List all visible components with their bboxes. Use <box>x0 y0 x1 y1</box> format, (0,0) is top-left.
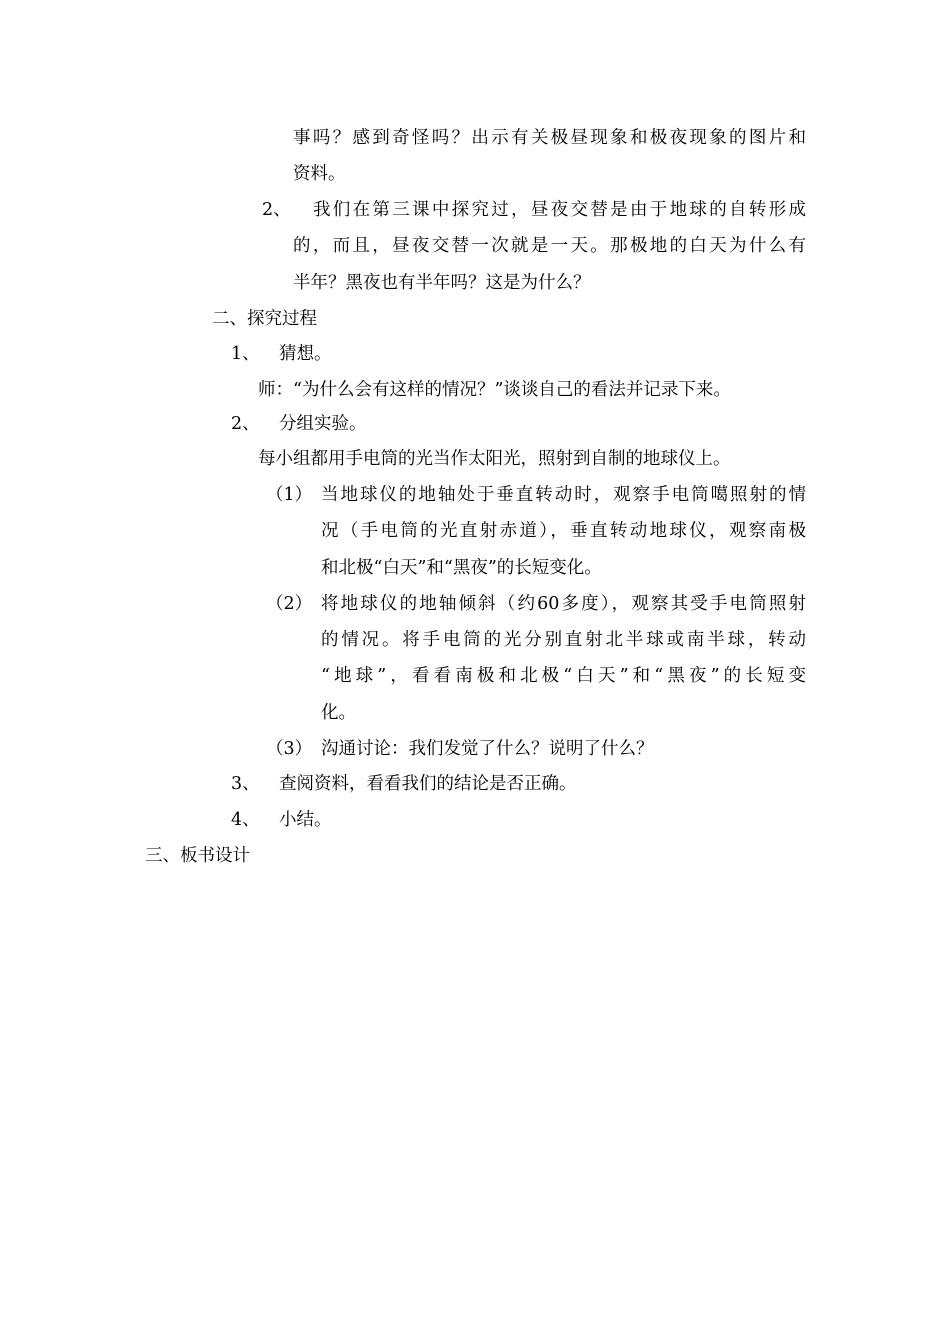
item1-continuation-line2: 资料。 <box>293 164 346 184</box>
step4-text: 小结。 <box>279 810 332 830</box>
item1-continuation-line1: 事吗？感到奇怪吗？出示有关极昼现象和极夜现象的图片和 <box>293 128 806 148</box>
sub1-line2: 况（手电筒的光直射赤道），垂直转动地球仪，观察南极 <box>321 521 806 541</box>
item2-line2: 的，而且，昼夜交替一次就是一天。那极地的白天为什么有 <box>293 236 806 256</box>
item2-line3: 半年？黑夜也有半年吗？这是为什么？ <box>293 273 591 293</box>
step2-number: 2、 <box>231 414 260 434</box>
teacher-line: 师：“为什么会有这样的情况？”谈谈自己的看法并记录下来。 <box>258 380 731 400</box>
group-intro: 每小组都用手电筒的光当作太阳光，照射到自制的地球仪上。 <box>258 449 731 469</box>
step1-number: 1、 <box>231 344 260 364</box>
section3-heading: 三、板书设计 <box>145 846 250 866</box>
sub3-text: 沟通讨论：我们发觉了什么？说明了什么？ <box>321 739 654 759</box>
sub2-line3: “地球”，看看南极和北极“白天”和“黑夜”的长短变 <box>321 666 806 686</box>
sub2-line4: 化。 <box>321 703 356 723</box>
sub2-line2: 的情况。将手电筒的光分别直射北半球或南半球，转动 <box>321 630 806 650</box>
step3-number: 3、 <box>231 774 260 794</box>
step4-number: 4、 <box>231 810 260 830</box>
step2-text: 分组实验。 <box>279 414 367 434</box>
step1-text: 猜想。 <box>279 344 332 364</box>
item2-line1: 我们在第三课中探究过，昼夜交替是由于地球的自转形成 <box>313 200 806 220</box>
section2-heading: 二、探究过程 <box>212 309 317 329</box>
sub3-number: （3） <box>266 739 313 759</box>
sub1-line1: 当地球仪的地轴处于垂直转动时，观察手电筒噶照射的情 <box>321 485 806 505</box>
item2-number: 2、 <box>262 200 291 220</box>
sub1-number: （1） <box>266 485 313 505</box>
sub2-number: （2） <box>266 594 313 614</box>
sub1-line3: 和北极“白天”和“黑夜”的长短变化。 <box>321 558 602 578</box>
step3-text: 查阅资料，看看我们的结论是否正确。 <box>279 774 577 794</box>
sub2-line1: 将地球仪的地轴倾斜（约60多度），观察其受手电筒照射 <box>321 594 806 614</box>
